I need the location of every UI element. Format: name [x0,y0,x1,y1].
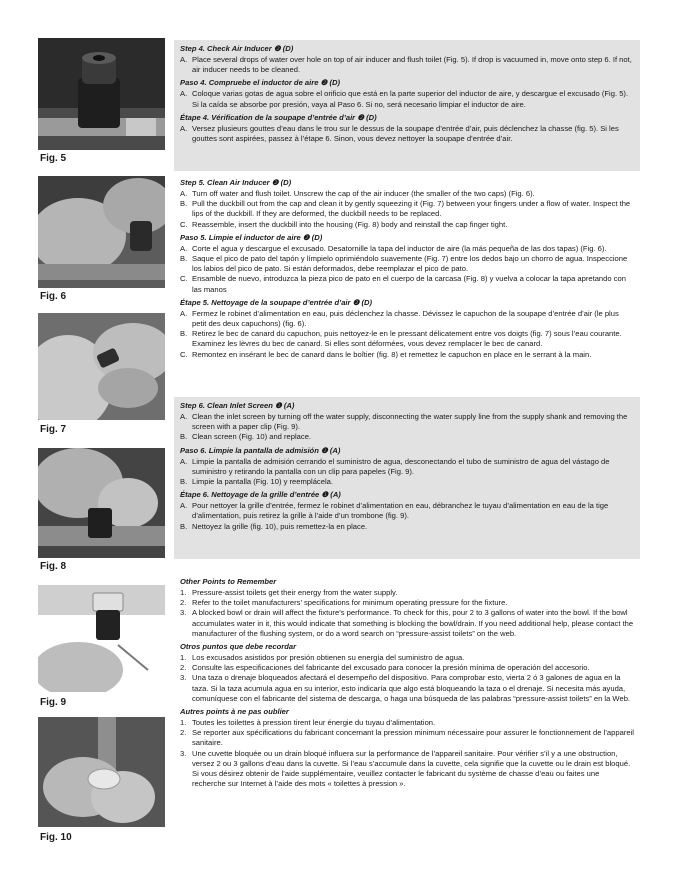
fig8-label: Fig. 8 [40,561,67,572]
list-item: 1. Pressure-assist toilets get their energy from the water supply. [180,588,398,597]
list-item: A. Corte el agua y descargue el excusado. Desatornille la tapa del inductor de aire (la más pequeña de las dos tapas) (Fig. 6). [180,243,607,253]
step5-fr-heading: Étape 5. Nettoyage de la soupape d’entrée d’air ❷ (D) [180,297,373,307]
step5-en [180,178,634,230]
step6-fr [180,490,634,532]
fig9-label: Fig. 9 [40,697,67,708]
step4-fr-heading: Étape 4. Vérification de la soupape d’entrée d’air ❷ (D) [180,112,377,122]
list-item: 2. Refer to the toilet manufacturers’ specifications for minimum operating pressure for the fixture. [180,598,508,608]
step6-es [180,446,634,488]
list-item: A. Versez plusieurs gouttes d’eau dans le trou sur le dessus de la soupape d’entrée d’air, puis déclenchez la chasse (fig. 5). Si les gouttes sont aspirées, passez à l’étape 6. Sinon, vous devez nettoyer la soupape d’entrée d’air. [180,123,619,144]
list-item: B. Clean screen (Fig. 10) and replace. [180,432,312,442]
list-item: A. Limpie la pantalla de admisión cerrando el suministro de agua, desconectando el tubo de suministro de agua del vástago de suministro y retirando la pantalla con un clip para papeles (Fig. 9). [180,456,610,476]
other-en-heading: Other Points to Remember [180,577,277,586]
step4-en [180,44,634,75]
list-item: 3. Una taza o drenaje bloqueados afectará el desempeño del dispositivo. Para comprobar esto, vierta 2 ó 3 galones de agua en la taza. Si la taza acumula agua en su interior, esto indicaría que algo está bloqueando la taza o el drenaje. Si necesita más ayuda, comuníquese con el fabricante del sistema de descarga, o haga una búsqueda de las palabras “pressure-assist toilets” en la Web. [180,673,631,703]
list-item: A. Coloque varias gotas de agua sobre el orificio que está en la parte superior del inductor de aire, y descargue el excusado (Fig. 5). Si la caída se absorbe por presión, vaya al Paso 6. Si no, será necesario limpiar el inductor de aire. [180,89,629,109]
step6-en [180,401,634,443]
fig10-photo [38,717,165,827]
list-item: 3. Une cuvette bloquée ou un drain bloqué influera sur la performance de l’appareil sanitaire. Pour vérifier s’il y a une obstruction, versez 2 ou 3 gallons d’eau dans la cuvette. Si l’eau s’accumule dans la cuvette, cela signifie que la cuvette ou le drain est bloqué. Si vous désirez obtenir de l’aide supplémentaire, veuillez contacter le fabricant du système de chasse d’eau ou faites une recherche sur Internet à l’aide des mots « toilettes à pression ». [180,748,631,789]
list-item: B. Retirez le bec de canard du capuchon, puis nettoyez-le en le pressant délicatement entre vos doigts (fig. 7) sous l’eau courante. Examinez les lèvres du bec de canard. Si elles sont déformées, vous devez remplacer le bec de canard. [180,329,622,349]
list-item: A. Pour nettoyer la grille d’entrée, fermez le robinet d’alimentation en eau, débranchez le tuyau d’alimentation en eau de la tige d’alimentation, puis retirez la grille à l’aide d’un trombone (fig. 9). [180,501,609,521]
list-item: C. Reassemble, insert the duckbill into the housing (Fig. 8) body and reinstall the cap finger tight. [180,219,508,229]
list-item: 2. Consulte las especificaciones del fabricante del excusado para conocer la presión mínima de operación del accesorio. [180,663,590,673]
fig7-photo [38,313,165,420]
other-es [180,642,634,704]
step4-fr [180,113,634,144]
list-item: 2. Se reporter aux spécifications du fabricant concernant la pression minimum nécessaire pour assurer le fonctionnement de l’appareil sanitaire. [180,728,634,748]
fig5-photo [38,38,165,150]
list-item: A. Clean the inlet screen by turning off the water supply, disconnecting the water supply line from the supply shank and removing the screen with a paper clip (Fig. 9). [180,412,628,432]
fig7-label: Fig. 7 [40,424,67,435]
fig8-photo [38,448,165,558]
step5-es [180,233,634,295]
step6-en-heading: Step 6. Clean Inlet Screen ❶ (A) [180,401,295,410]
step4-en-heading: Step 4. Check Air Inducer ❷ (D) [180,44,294,53]
list-item: C. Ensamble de nuevo, introduzca la pieza pico de pato en el cuerpo de la carcasa (Fig. 8) y vuelva a colocar la tapa apretando con las manos [180,274,626,294]
list-item: B. Nettoyez la grille (fig. 10), puis remettez-la en place. [180,521,368,531]
fig5-label: Fig. 5 [40,153,67,164]
list-item: 3. A blocked bowl or drain will affect the fixture’s performance. To check for this, pour 2 to 3 gallons of water into the bowl. If the bowl accumulates water in it, this would indicate that something is blocking the bowl/drain. If you need additional help, please contact the manufacturer of the flushing system, or do a word search on “pressure-assist toilets” on the web. [180,608,634,638]
step5-es-heading: Paso 5. Limpie el inductor de aire ❷ (D) [180,232,323,242]
list-item: A. Place several drops of water over hole on top of air inducer and flush toilet (Fig. 5). If drop is vacuumed in, move onto step 6. If not, air inducer needs to be cleaned. [180,55,632,75]
step6-fr-heading: Étape 6. Nettoyage de la grille d’entrée ❶ (A) [180,490,341,500]
list-item: A. Turn off water and flush toilet. Unscrew the cap of the air inducer (the smaller of the two caps) (Fig. 6). [180,189,535,198]
list-item: 1. Toutes les toilettes à pression tirent leur énergie du tuyau d’alimentation. [180,718,436,728]
step4-es-heading: Paso 4. Compruebe el inductor de aire ❷ (D) [180,78,340,88]
step6-es-heading: Paso 6. Limpie la pantalla de admisión ❶ (A) [180,445,341,455]
list-item: A. Fermez le robinet d’alimentation en eau, puis déclenchez la chasse. Dévissez le capuchon de la soupape d’entrée d’air (le plus petit des deux capuchons) (fig. 6). [180,308,619,329]
fig6-label: Fig. 6 [40,291,67,302]
list-item: B. Saque el pico de pato del tapón y límpielo oprimiéndolo suavemente (Fig. 7) entre los dedos bajo un chorro de agua. Inspeccione los labios del pico de pato. Si están deformados, debe reemplazar el pico de pato. [180,254,628,274]
other-en [180,577,634,639]
list-item: 1. Los excusados asistidos por presión obtienen su energía del suministro de agua. [180,653,465,663]
other-points-section [174,573,640,865]
step4-es [180,78,634,109]
step4-section [174,40,640,171]
other-fr-heading: Autres points à ne pas oublier [180,707,289,717]
step5-fr [180,298,634,360]
step5-en-heading: Step 5. Clean Air Inducer ❷ (D) [180,178,292,187]
other-fr [180,707,634,789]
step6-section [174,397,640,559]
other-es-heading: Otros puntos que debe recordar [180,642,297,652]
list-item: C. Remontez en insérant le bec de canard dans le boîtier (fig. 8) et remettez le capuchon en place en le serrant à la main. [180,349,592,359]
list-item: B. Pull the duckbill out from the cap and clean it by gently squeezing it (Fig. 7) between your fingers under a flow of water. Inspect the lips of the duckbill. If they are deformed, the duckbill needs to be replaced. [180,199,631,219]
step5-section [174,174,640,394]
list-item: B. Limpie la pantalla (Fig. 10) y reemplácela. [180,477,333,487]
fig6-photo [38,176,165,288]
fig10-label: Fig. 10 [40,832,72,843]
fig9-photo [38,585,165,692]
